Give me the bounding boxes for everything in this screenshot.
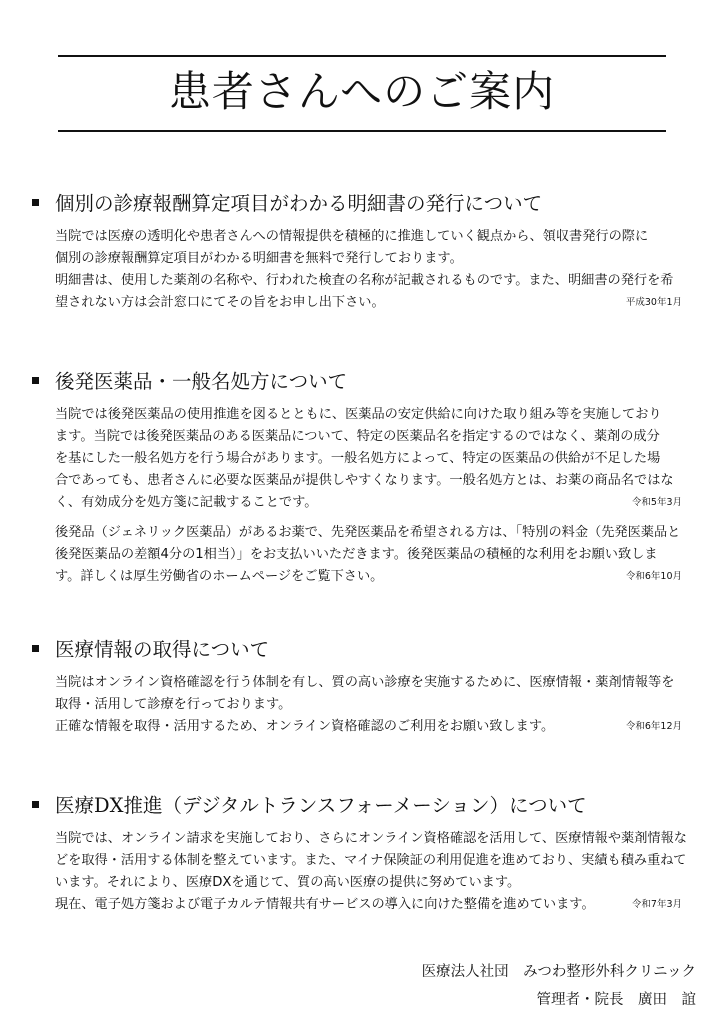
section-heading-text: 後発医薬品・一般名処方について xyxy=(55,370,348,393)
section-heading xyxy=(30,634,694,662)
paragraph-line xyxy=(55,716,682,738)
paragraph-line: を基にした一般名処方を行う場合があります。一般名処方によって、特定の医薬品の供給が不足した場 xyxy=(55,451,661,466)
paragraph-line: 後発医薬品の差額4分の1相当）」をお支払いいただきます。後発医薬品の積極的な利用をお願い致しま xyxy=(55,547,658,562)
paragraph-line-text: く、有効成分を処方箋に記載することです。 xyxy=(55,495,318,510)
square-bullet-icon xyxy=(32,801,39,808)
revision-date: 平成30年1月 xyxy=(625,297,682,308)
paragraph-line xyxy=(55,894,682,916)
revision-date: 令和7年3月 xyxy=(631,899,682,910)
square-bullet-icon xyxy=(32,199,39,206)
section-paragraph xyxy=(30,672,694,738)
paragraph-line-text: 正確な情報を取得・活用するため、オンライン資格確認のご利用をお願い致します。 xyxy=(55,719,555,734)
paragraph-line-text: 現在、電子処方箋および電子カルテ情報共有サービスの導入に向けた整備を進めています。 xyxy=(55,897,595,912)
section-receipt-statement xyxy=(30,188,694,314)
section-heading-text: 医療DX推進（デジタルトランスフォーメーション）について xyxy=(55,794,587,817)
clinic-organization: 医療法人社団 みつわ整形外科クリニック xyxy=(421,964,696,980)
paragraph-line-text: す。詳しくは厚生労働省のホームページをご覧下さい。 xyxy=(55,569,384,584)
clinic-director: 管理者・院長 廣田 誼 xyxy=(536,992,696,1008)
revision-date: 令和6年12月 xyxy=(625,721,682,732)
paragraph-line xyxy=(55,492,682,514)
page-title: 患者さんへのご案内 xyxy=(168,67,556,116)
paragraph-line: 当院では、オンライン請求を実施しており、さらにオンライン資格確認を活用して、医療情報や薬剤情報な xyxy=(55,831,687,846)
paragraph-line: 当院では医療の透明化や患者さんへの情報提供を積極的に推進していく観点から、領収書発行の際に xyxy=(55,229,649,244)
paragraph-line: 当院はオンライン資格確認を行う体制を有し、質の高い診療を実施するために、医療情報・薬剤情報等を xyxy=(55,675,675,690)
revision-date: 令和6年10月 xyxy=(625,571,682,582)
paragraph-line: 個別の診療報酬算定項目がわかる明細書を無料で発行しております。 xyxy=(55,251,463,266)
paragraph-line xyxy=(55,292,682,314)
section-paragraph xyxy=(30,828,694,916)
title-bottom-rule xyxy=(58,130,666,132)
paragraph-line: 後発品（ジェネリック医薬品）があるお薬で、先発医薬品を希望される方は、「特別の料金（先発医薬品と xyxy=(55,525,681,540)
paragraph-line: 当院では後発医薬品の使用推進を図るとともに、医薬品の安定供給に向けた取り組み等を実施しており xyxy=(55,407,662,422)
paragraph-line: ます。当院では後発医薬品のある医薬品について、特定の医薬品名を指定するのではなく、薬剤の成分 xyxy=(55,429,660,444)
section-heading xyxy=(30,188,694,216)
section-heading xyxy=(30,790,694,818)
paragraph-line: います。それにより、医療DXを通じて、質の高い医療の提供に努めています。 xyxy=(55,875,521,890)
section-heading-text: 医療情報の取得について xyxy=(55,638,270,661)
paragraph-line-text: 望されない方は会計窓口にてその旨をお申し出下さい。 xyxy=(55,295,385,310)
square-bullet-icon xyxy=(32,377,39,384)
title-top-rule xyxy=(58,55,666,57)
clinic-signature xyxy=(422,958,696,1014)
revision-date: 令和5年3月 xyxy=(631,497,682,508)
section-paragraph xyxy=(30,226,694,314)
paragraph-line: どを取得・活用する体制を整えています。また、マイナ保険証の利用促進を進めており、実績も積み重ねて xyxy=(55,853,687,868)
section-heading xyxy=(30,366,694,394)
section-medical-info xyxy=(30,634,694,738)
paragraph-line: 合であっても、患者さんに必要な医薬品が提供しやすくなります。一般名処方とは、お薬の商品名ではな xyxy=(55,473,674,488)
section-paragraph xyxy=(30,522,694,588)
paragraph-line: 取得・活用して診療を行っております。 xyxy=(55,697,292,712)
section-paragraph xyxy=(30,404,694,514)
section-medical-dx xyxy=(30,790,694,916)
section-heading-text: 個別の診療報酬算定項目がわかる明細書の発行について xyxy=(55,192,543,215)
paragraph-line: 明細書は、使用した薬剤の名称や、行われた検査の名称が記載されるものです。また、明細書の発行を希 xyxy=(55,273,674,288)
section-generic-drugs xyxy=(30,366,694,588)
square-bullet-icon xyxy=(32,645,39,652)
paragraph-line xyxy=(55,566,682,588)
